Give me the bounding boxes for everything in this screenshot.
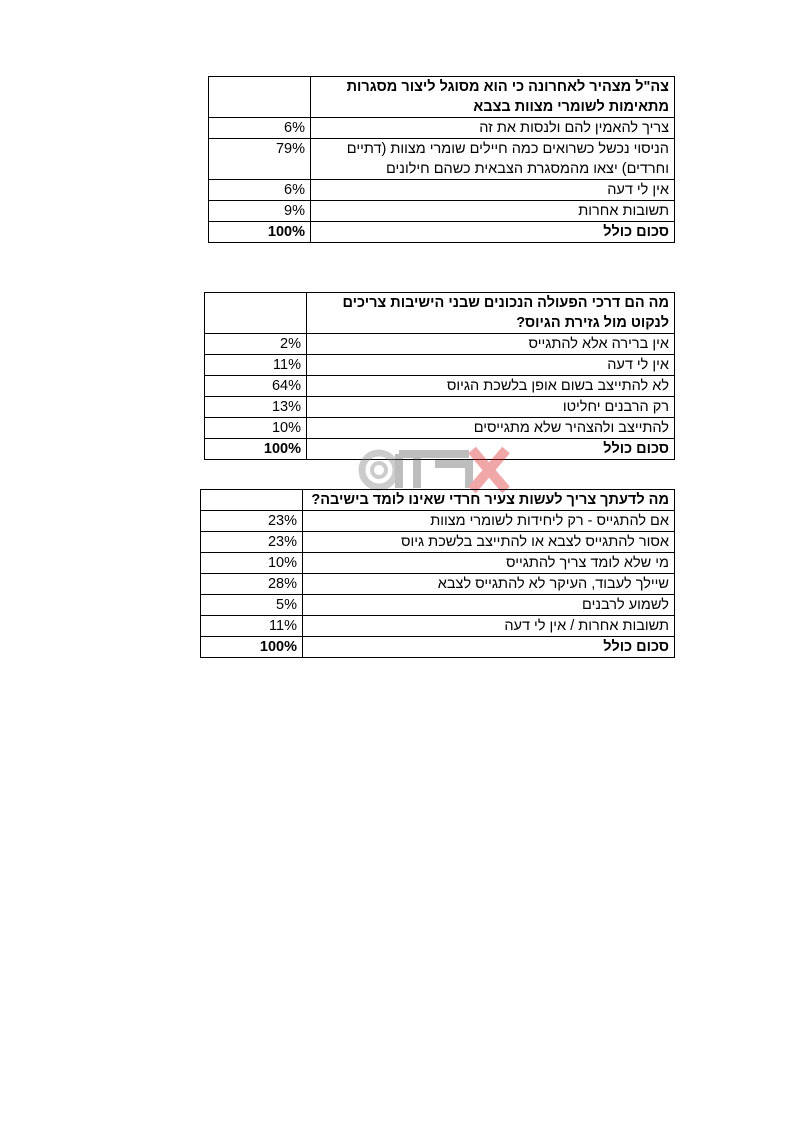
answer-cell: לשמוע לרבנים <box>303 595 675 616</box>
percent-cell: 6% <box>209 180 311 201</box>
answer-cell: שיילך לעבוד, העיקר לא להתגייס לצבא <box>303 574 675 595</box>
table-row <box>205 334 675 355</box>
percent-cell: 23% <box>201 532 303 553</box>
percent-cell: 11% <box>201 616 303 637</box>
table-row <box>201 574 675 595</box>
percent-cell: 10% <box>201 553 303 574</box>
answer-cell: להתייצב ולהצהיר שלא מתגייסים <box>307 418 675 439</box>
table-row <box>205 418 675 439</box>
question-cell: מה הם דרכי הפעולה הנכונים שבני הישיבות צריכים לנקוט מול גזירת הגיוס? <box>307 293 675 334</box>
percent-cell: 11% <box>205 355 307 376</box>
percent-cell: 28% <box>201 574 303 595</box>
answer-cell: תשובות אחרות / אין לי דעה <box>303 616 675 637</box>
answer-cell: אם להתגייס - רק ליחידות לשומרי מצוות <box>303 511 675 532</box>
answer-cell: מי שלא לומד צריך להתגייס <box>303 553 675 574</box>
answer-cell: לא להתייצב בשום אופן בלשכת הגיוס <box>307 376 675 397</box>
answer-cell: רק הרבנים יחליטו <box>307 397 675 418</box>
question-empty-cell <box>201 490 303 511</box>
total-percent: 100% <box>205 439 307 460</box>
total-label: סכום כולל <box>311 222 675 243</box>
table-row <box>201 616 675 637</box>
question-empty-cell <box>205 293 307 334</box>
question-cell: מה לדעתך צריך לעשות צעיר חרדי שאינו לומד בישיבה? <box>303 490 675 511</box>
table-row <box>201 553 675 574</box>
question-row <box>209 77 675 118</box>
watermark-logo-graphic <box>357 440 512 496</box>
total-percent: 100% <box>209 222 311 243</box>
answer-cell: אין לי דעה <box>307 355 675 376</box>
table-row <box>205 355 675 376</box>
table-row <box>201 595 675 616</box>
answer-cell: אין ברירה אלא להתגייס <box>307 334 675 355</box>
table-row <box>209 139 675 180</box>
watermark-logo <box>357 440 512 496</box>
answer-cell: אסור להתגייס לצבא או להתייצב בלשכת גיוס <box>303 532 675 553</box>
answer-cell: אין לי דעה <box>311 180 675 201</box>
table-row <box>205 376 675 397</box>
survey-table-2 <box>204 292 675 460</box>
percent-cell: 2% <box>205 334 307 355</box>
table-row <box>201 511 675 532</box>
survey-table-3 <box>200 489 675 658</box>
question-row <box>205 293 675 334</box>
percent-cell: 9% <box>209 201 311 222</box>
question-row <box>201 490 675 511</box>
percent-cell: 13% <box>205 397 307 418</box>
total-row <box>209 222 675 243</box>
table-row <box>205 397 675 418</box>
percent-cell: 5% <box>201 595 303 616</box>
total-percent: 100% <box>201 637 303 658</box>
percent-cell: 64% <box>205 376 307 397</box>
total-label: סכום כולל <box>307 439 675 460</box>
percent-cell: 6% <box>209 118 311 139</box>
table-row <box>209 201 675 222</box>
table-row <box>209 118 675 139</box>
percent-cell: 23% <box>201 511 303 532</box>
total-label: סכום כולל <box>303 637 675 658</box>
answer-cell: הניסוי נכשל כשרואים כמה חיילים שומרי מצוות (דתיים וחרדים) יצאו מהמסגרת הצבאית כשהם חילונים <box>311 139 675 180</box>
percent-cell: 10% <box>205 418 307 439</box>
table-row <box>201 532 675 553</box>
question-empty-cell <box>209 77 311 118</box>
survey-table-1 <box>208 76 675 243</box>
table-row <box>209 180 675 201</box>
question-cell: צה"ל מצהיר לאחרונה כי הוא מסוגל ליצור מסגרות מתאימות לשומרי מצוות בצבא <box>311 77 675 118</box>
total-row <box>201 637 675 658</box>
answer-cell: צריך להאמין להם ולנסות את זה <box>311 118 675 139</box>
answer-cell: תשובות אחרות <box>311 201 675 222</box>
percent-cell: 79% <box>209 139 311 180</box>
